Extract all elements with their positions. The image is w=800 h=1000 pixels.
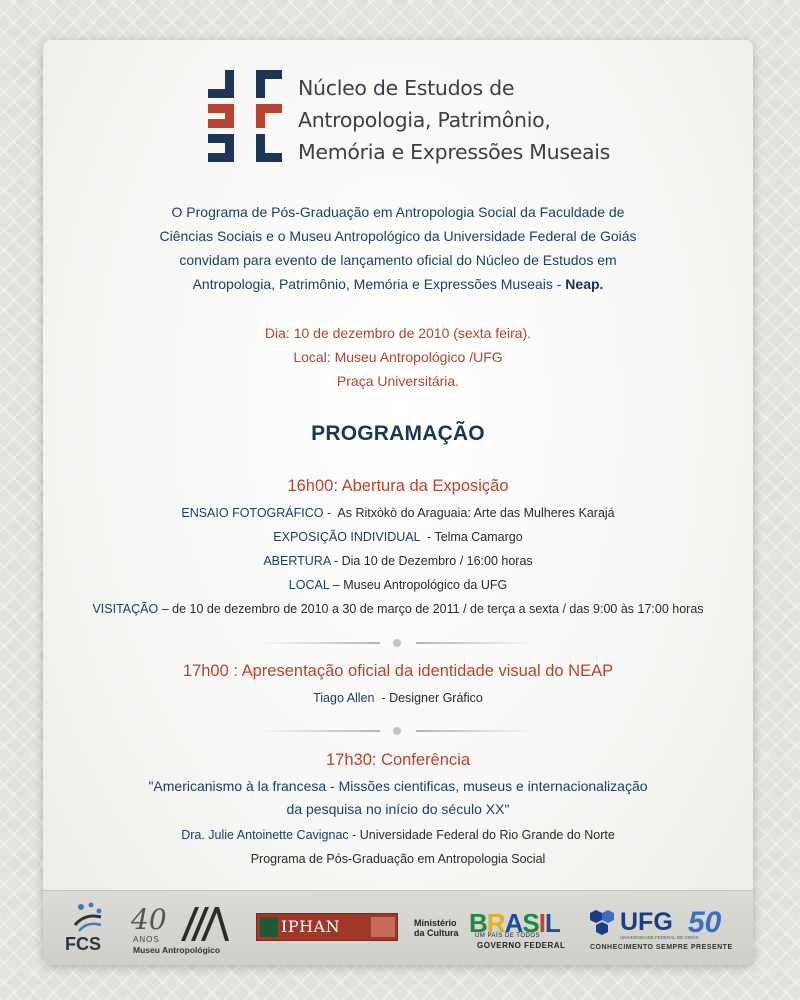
row-value: – de 10 de dezembro de 2010 a 30 de março de 2011 / de terça a sexta / das 9:00 às 17:00 horas [158, 602, 704, 616]
logo-line-3: Memória e Expressões Museais [298, 140, 611, 164]
section3-title: 17h30: Conferência [325, 751, 471, 769]
row-label: ABERTURA [263, 554, 331, 568]
ufg-slogan: CONHECIMENTO SEMPRE PRESENTE [590, 944, 733, 951]
speaker-name: Dra. Julie Antoinette Cavignac [181, 828, 349, 842]
intro-neap-bold: Neap. [565, 276, 604, 292]
anos-number: 40 [131, 903, 167, 936]
program-heading: PROGRAMAÇÃO [311, 422, 485, 445]
ministerio-cultura-logo [414, 918, 459, 938]
section1-row-4 [43, 578, 753, 592]
row-value: - Telma Camargo [420, 530, 523, 544]
logo-line-1: Núcleo de Estudos de [298, 76, 515, 100]
brasil-governo-logo [469, 908, 569, 950]
row-value: - Dia 10 de Dezembro / 16:00 horas [330, 554, 533, 568]
section1-row-5 [43, 602, 753, 616]
neap-logo-mark [208, 70, 282, 166]
row-label: EXPOSIÇÃO INDIVIDUAL [273, 530, 421, 544]
row-label: LOCAL [288, 578, 330, 592]
row-label: VISITAÇÃO [92, 602, 159, 616]
ufg-fifty: 50 [688, 906, 722, 939]
row-label: Tiago Allen [313, 691, 375, 705]
ufg-hex-icon [588, 910, 618, 936]
row-value: - Designer Gráfico [374, 691, 483, 705]
intro-line-1: O Programa de Pós-Graduação em Antropologia Social da Faculdade de [171, 204, 625, 220]
iphan-logo [256, 913, 398, 941]
anos-label: ANOS [133, 935, 160, 944]
iphan-side-block [371, 917, 395, 937]
museu-stripes-icon [179, 907, 231, 941]
ufg-label: UFG [620, 908, 673, 936]
divider-bar-right [416, 730, 538, 732]
neap-logo [208, 70, 628, 170]
intro-line-2: Ciências Sociais e o Museu Antropológico da Universidade Federal de Goiás [159, 228, 637, 244]
divider-bar-left [258, 642, 380, 644]
neap-logo-text [298, 72, 638, 168]
conference-speaker [43, 828, 753, 842]
section1-row-3 [43, 554, 753, 568]
speaker-affiliation: - Universidade Federal do Rio Grande do Norte [348, 828, 615, 842]
intro-paragraph [43, 200, 753, 296]
brasil-sub: UM PAÍS DE TODOS [475, 933, 541, 939]
museu-40-anos-logo [131, 901, 236, 956]
row-value: – Museu Antropológico da UFG [329, 578, 508, 592]
conference-talk-title [43, 775, 753, 821]
ufg-50-anos-logo [588, 906, 748, 956]
talk-line-1: "Americanismo à la francesa - Missões cientificas, museus e internacionalização [148, 778, 648, 794]
invitation-card [43, 40, 753, 965]
ministerio-line-1: Ministério [414, 918, 457, 928]
divider-bar-left [258, 730, 380, 732]
intro-line-4-text: Antropologia, Patrimônio, Memória e Expressões Museais - [192, 276, 566, 292]
logo-line-2: Antropologia, Patrimônio, [298, 108, 551, 132]
event-date: Dia: 10 de dezembro de 2010 (sexta feira). [264, 325, 532, 341]
section-divider-1 [258, 637, 538, 649]
museu-label: Museu Antropológico [133, 945, 221, 955]
brasil-letters: BRASIL [469, 908, 560, 938]
row-label: ENSAIO FOTOGRÁFICO - [181, 506, 332, 520]
section-divider-2 [258, 725, 538, 737]
divider-dot [393, 727, 401, 735]
divider-bar-right [416, 642, 538, 644]
intro-line-4 [43, 272, 753, 296]
talk-line-2: da pesquisa no início do século XX" [286, 801, 510, 817]
governo-federal-label: GOVERNO FEDERAL [477, 941, 566, 950]
event-square: Praça Universitária. [336, 373, 460, 389]
event-info [43, 321, 753, 393]
iphan-emblem-icon [260, 917, 278, 937]
ufg-tiny-label: UNIVERSIDADE FEDERAL DE GOIÁS [620, 935, 699, 940]
section1-title: 16h00: Abertura da Exposição [287, 477, 509, 495]
event-place: Local: Museu Antropológico /UFG [293, 349, 503, 365]
conference-program: Programa de Pós-Graduação em Antropologia Social [250, 852, 546, 866]
fcs-label: FCS [65, 934, 101, 954]
sponsor-footer [43, 890, 753, 965]
section1-row-2 [43, 530, 753, 544]
section1-row-1 [43, 506, 753, 520]
intro-line-3: convidam para evento de lançamento oficial do Núcleo de Estudos em [179, 252, 617, 268]
fcs-logo-icon [71, 901, 107, 933]
section2-title: 17h00 : Apresentação oficial da identidade visual do NEAP [182, 662, 614, 680]
iphan-label: IPHAN [281, 917, 341, 936]
divider-dot [393, 639, 401, 647]
ministerio-line-2: da Cultura [414, 928, 459, 938]
section2-row [43, 691, 753, 705]
row-value: As Ritxòkò do Araguaia: Arte das Mulheres Karajá [331, 506, 615, 520]
